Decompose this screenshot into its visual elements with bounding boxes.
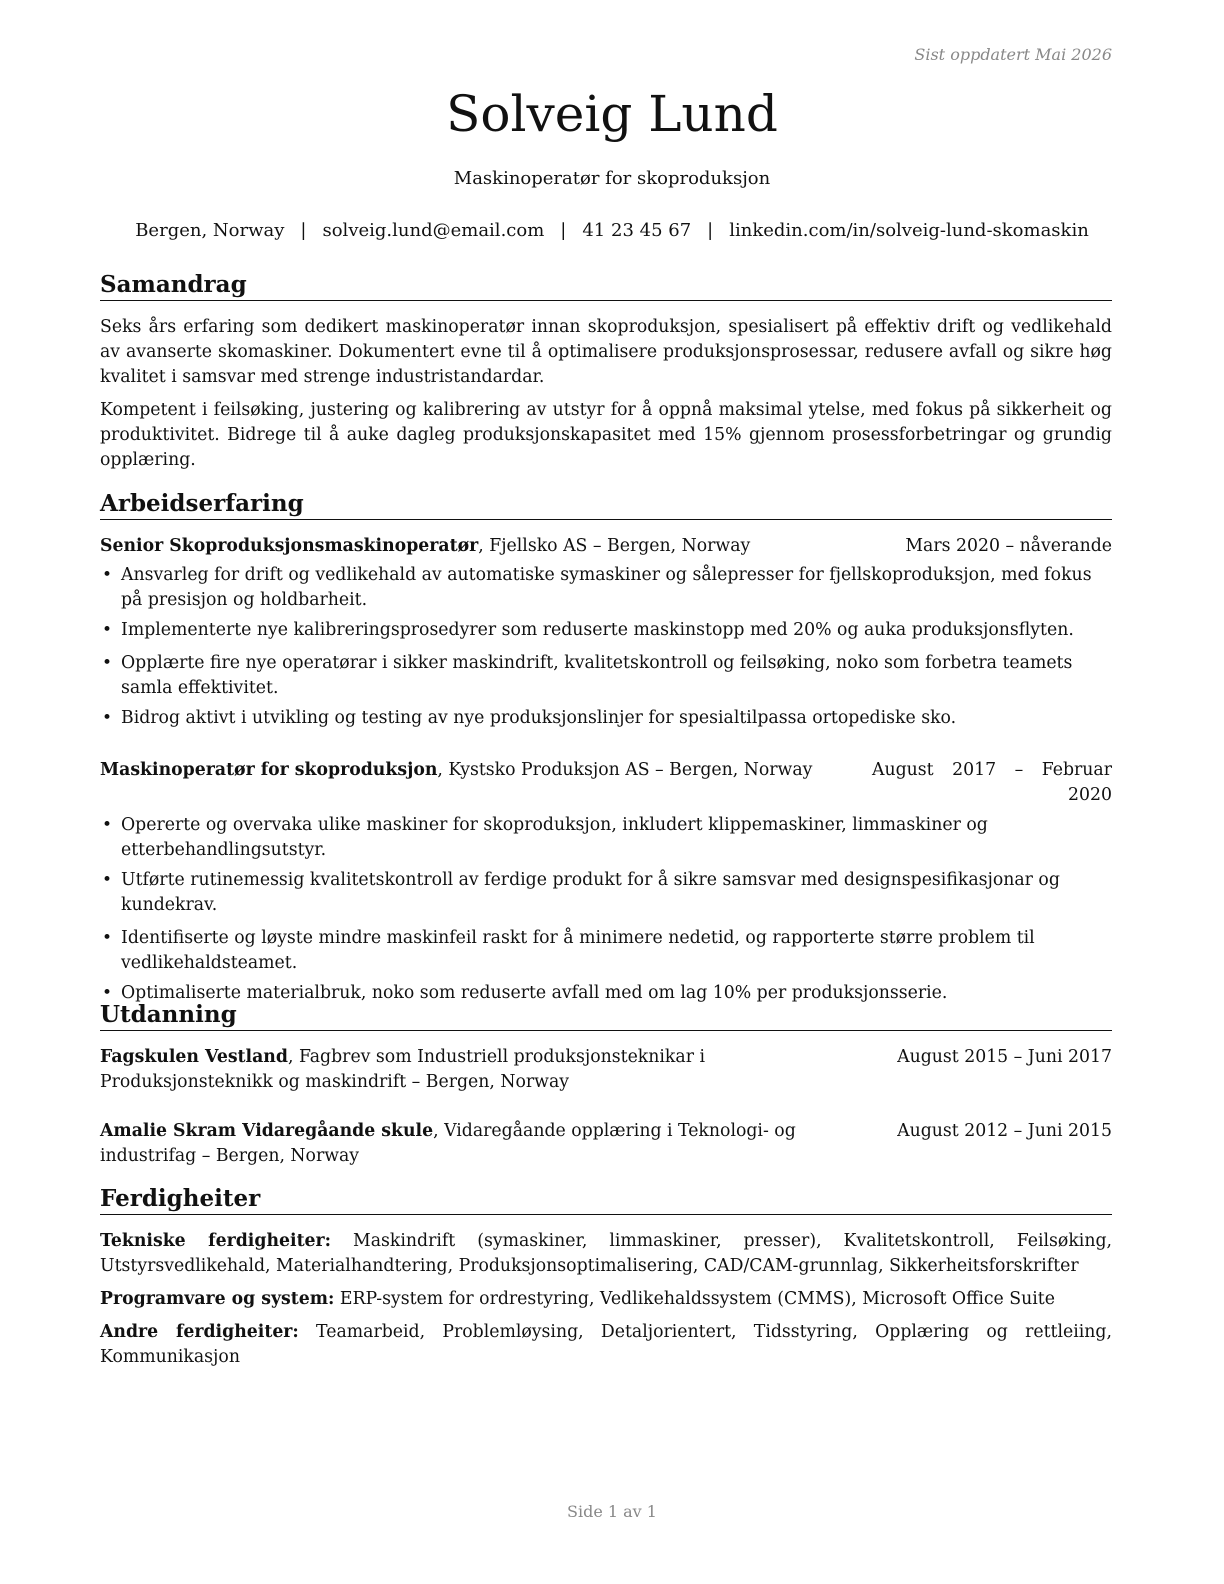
contact-location: Bergen, Norway [135,220,285,241]
list-item: • Ansvarleg for drift og vedlikehald av automatiske symaskiner og sålepresser for fjellskoproduksjon, med fokus på presisjon og holdbarheit. [100,563,1112,613]
list-item: • Implementerte nye kalibreringsprosedyrer som reduserte maskinstopp med 20% og auka produksjonsflyten. [100,618,1112,643]
contact-linkedin[interactable]: linkedin.com/in/solveig-lund-skomaskin [729,220,1089,241]
job-org: , Kystsko Produksjon AS – Bergen, Norway [437,760,813,780]
last-updated: Sist oppdatert Mai 2026 [914,45,1112,64]
experience-section [100,490,1112,1006]
list-item: • Optimaliserte materialbruk, noko som reduserte avfall med om lag 10% per produksjonsserie. [100,981,1112,1006]
summary-paragraph-2: Kompetent i feilsøking, justering og kalibrering av utstyr for å oppnå maksimal ytelse, med fokus på sikkerheit og produktivitet. Bidrege til å auke dagleg produksjonskapasitet med 15% gjennom prosessforbetringar og grundig opplæring. [100,400,1112,470]
skill-group-label: Tekniske ferdigheiter: [100,1231,332,1251]
list-item: • Opplærte fire nye operatørar i sikker maskindrift, kvalitetskontroll og feilsøking, noko som forbetra teamets samla effektivitet. [100,651,1112,701]
skill-group [100,1287,1112,1312]
education-dates: August 2015 – Juni 2017 [897,1047,1112,1067]
job-title: Maskinoperatør for skoproduksjon [100,760,438,780]
skills-section [100,1185,1112,1370]
contact-separator: | [560,220,567,241]
summary-section [100,271,1112,473]
job-dates: August 2017 – Februar 2020 [872,760,1112,805]
section-heading-summary: Samandrag [100,271,1112,301]
education-item [100,1119,1112,1169]
job-bullets [100,813,1112,1006]
contact-email[interactable]: solveig.lund@email.com [322,220,545,241]
education-detail: , Fagbrev som Industriell produksjonsteknikar i Produksjonsteknikk og maskindrift – Bergen, Norway [100,1047,705,1092]
skill-group [100,1320,1112,1370]
education-section [100,1001,1112,1169]
list-item: • Bidrog aktivt i utvikling og testing av nye produksjonslinjer for spesialtilpassa ortopediske sko. [100,706,1112,731]
education-detail: , Vidaregåande opplæring i Teknologi- og industrifag – Bergen, Norway [100,1121,796,1166]
section-heading-skills: Ferdigheiter [100,1185,1112,1215]
job-title: Senior Skoproduksjonsmaskinoperatør [100,536,479,556]
job-dates: Mars 2020 – nåverande [905,536,1112,556]
section-heading-education: Utdanning [100,1001,1112,1031]
education-dates: August 2012 – Juni 2015 [897,1121,1112,1141]
summary-paragraph-1: Seks års erfaring som dedikert maskinoperatør innan skoproduksjon, spesialisert på effektiv drift og vedlikehald av avanserte skomaskiner. Dokumentert evne til å optimalisere produksjonsprosessar, redusere avfall og sikre høg kvalitet i samsvar med strenge industristandardar. [100,317,1112,387]
job-header [100,758,1112,808]
contact-separator: | [300,220,307,241]
skill-group-label: Programvare og system: [100,1289,335,1309]
education-item [100,1045,1112,1095]
resume-name: Solveig Lund [446,85,778,143]
page-footer: Side 1 av 1 [567,1502,657,1521]
resume-subtitle: Maskinoperatør for skoproduksjon [453,168,771,189]
contact-separator: | [707,220,714,241]
contact-line [0,220,1224,241]
skill-group [100,1229,1112,1279]
list-item: • Identifiserte og løyste mindre maskinfeil raskt for å minimere nedetid, og rapporterte større problem til vedlikehaldsteamet. [100,926,1112,976]
education-school: Fagskulen Vestland [100,1047,288,1067]
contact-phone: 41 23 45 67 [582,220,692,241]
skill-group-label: Andre ferdigheiter: [100,1322,299,1342]
job-bullets [100,563,1112,731]
section-heading-experience: Arbeidserfaring [100,490,1112,520]
job-header [100,534,1112,559]
list-item: • Opererte og overvaka ulike maskiner for skoproduksjon, inkludert klippemaskiner, limmaskiner og etterbehandlingsutstyr. [100,813,1112,863]
job-org: , Fjellsko AS – Bergen, Norway [478,536,751,556]
skill-group-text: Teamarbeid, Problemløysing, Detaljorientert, Tidsstyring, Opplæring og rettleiing, Kommunikasjon [100,1322,1112,1367]
skill-group-text: ERP-system for ordrestyring, Vedlikehaldssystem (CMMS), Microsoft Office Suite [334,1289,1055,1309]
list-item: • Utførte rutinemessig kvalitetskontroll av ferdige produkt for å sikre samsvar med designspesifikasjonar og kundekrav. [100,868,1112,918]
education-school: Amalie Skram Vidaregåande skule [100,1121,434,1141]
skill-group-text: Maskindrift (symaskiner, limmaskiner, presser), Kvalitetskontroll, Feilsøking, Utstyrsvedlikehald, Materialhandtering, Produksjonsoptimalisering, CAD/CAM-grunnlag, Sikkerheitsforskrifter [100,1231,1112,1276]
